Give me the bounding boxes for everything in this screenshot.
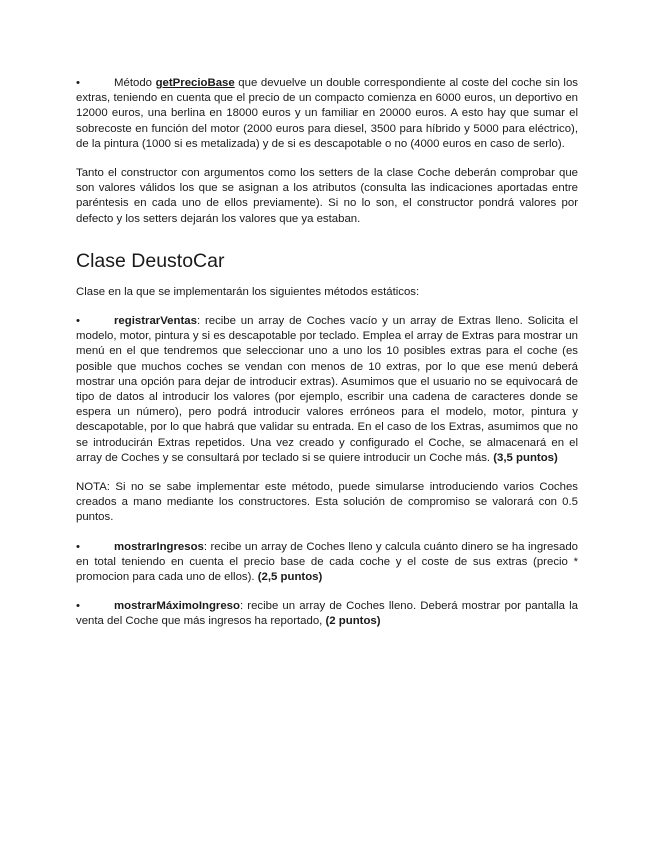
method-name-registrarventas: registrarVentas [114,315,197,328]
bullet-marker: • [76,315,80,328]
constructor-paragraph: Tanto el constructor con argumentos como los setters de la clase Coche deberán comprobar que son valores válidos los que se asignan a los atributos (consulta las indicaciones aportadas entre paréntesis en cada uno de ellos previamente). Si no lo son, el constructor pondrá valores por defecto y los setters dejarán los valores que ya estaban. [76,167,578,225]
method-description: : recibe un array de Coches lleno y calcula cuánto dinero se ha ingresado en total teniendo en cuenta el precio base de cada coche y el coste de sus extras (precio * promocion para cada uno de ellos). [76,540,578,584]
mostraringresos-item [76,540,578,586]
document-page [76,76,578,644]
points-label: (2,5 puntos) [257,571,323,584]
points-label: (3,5 puntos) [493,451,558,464]
intro-paragraph: Clase en la que se implementarán los siguientes métodos estáticos: [76,285,420,298]
method-description: que devuelve un double correspondiente al coste del coche sin los extras, teniendo en cuenta que el precio de un compacto comienza en 6000 euros, un deportivo en 12000 euros, una berlina en 18000 euros y un familiar en 20000 euros. A esto hay que sumar el sobrecoste en función del motor (2000 euros para diesel, 3500 para híbrido y 5000 para eléctrico), de la pintura (1000 si es metalizada) y de si es descapotable o no (4000 euros en caso de serlo). [76,77,578,150]
getpreciobase-item [76,76,578,152]
method-description: : recibe un array de Coches vacío y un array de Extras lleno. Solicita el modelo, motor, pintura y si es descapotable por teclado. Emplea el array de Extras para mostrar un menú en el que tendremos que seleccionar uno a uno los 10 posibles extras para el coche (es posible que muchos coches se vendan con menos de 10 extras, por lo que ese menú deberá mostrar una opción para dejar de introducir extras). Asumimos que el usuario no se equivocará de tipo de datos al introducir los valores (por ejemplo, escribir una cadena de caracteres donde se espera un número), pero podrá introducir valores erróneos para el modelo, motor, pintura y descapotable, por lo que habrá que validar su entrada. En el caso de los Extras, asumimos que no se introducirán Extras repetidos. Una vez creado y configurado el Coche, se almacenará en el array de Coches y se consultará por teclado si se quiere introducir un Coche más. [76,315,578,464]
method-name-mostrarmaximoingreso: mostrarMáximoIngreso [114,600,240,613]
mostrarmaximoingreso-item [76,599,578,629]
bullet-marker: • [76,600,80,613]
method-description: : recibe un array de Coches lleno. Deberá mostrar por pantalla la venta del Coche que más ingresos ha reportado, [76,600,578,628]
method-name-getpreciobase: getPrecioBase [155,77,235,89]
bullet-marker: • [76,77,80,89]
nota-paragraph: NOTA: Si no se sabe implementar este método, puede simularse introduciendo varios Coches creados a mano mediante los constructores. Esta solución de compromiso se valorará con 0.5 puntos. [76,481,578,524]
registrarventas-item [76,314,578,466]
points-label: (2 puntos) [325,615,381,628]
method-prefix: Método [114,77,156,89]
method-name-mostraringresos: mostrarIngresos [114,540,204,553]
bullet-marker: • [76,540,80,553]
section-heading: Clase DeustoCar [76,249,225,272]
